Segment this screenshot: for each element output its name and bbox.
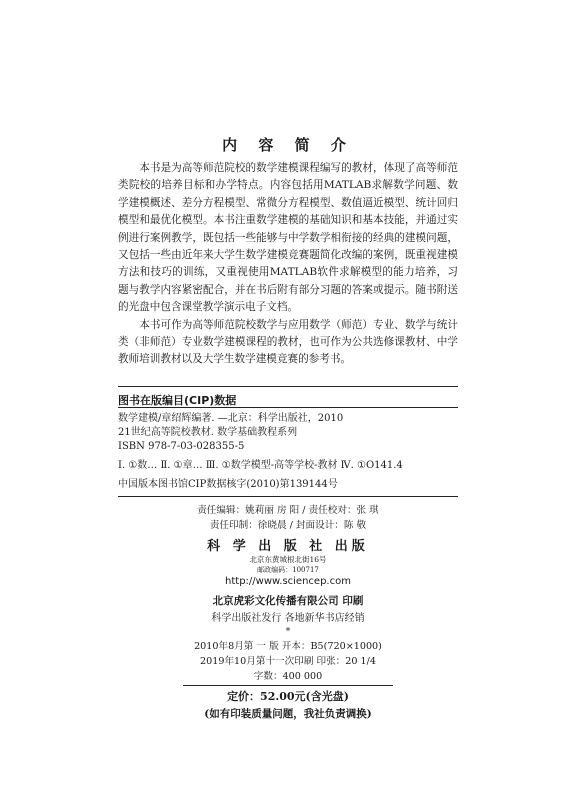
- distribution-line: 科学出版社发行 各地新华书店经销: [211, 613, 365, 624]
- cip-data-block: [118, 412, 458, 492]
- printer-line: 北京虎彩文化传播有限公司 印刷: [212, 595, 364, 607]
- intro-paragraph-2: 本书可作为高等师范院校数学与应用数学（师范）专业、数学与统计类（非师范）专业数学建模课程的教材，也可作为公共选修课教材、中学教师培训教材以及大学生数学建模竞赛的参考书。: [118, 318, 458, 366]
- cip-header: 图书在版编目(CIP)数据: [118, 394, 237, 407]
- cip-classification-line: Ⅰ. ①数… Ⅱ. ①章… Ⅲ. ①数学模型-高等学校-教材 Ⅳ. ①O141.4: [118, 460, 403, 471]
- publisher-address: 北京东黄城根北街16号: [249, 555, 327, 564]
- publisher-name: 科 学 出 版 社 出版: [207, 539, 369, 554]
- edition-line-1: 2010年8月第 一 版 开本：B5(720×1000): [194, 641, 382, 652]
- cip-record-line: 中国版本图书馆CIP数据核字(2010)第139144号: [118, 479, 338, 490]
- publisher-url: http://www.sciencep.com: [225, 576, 351, 587]
- publisher-zip: 邮政编码：100717: [257, 566, 319, 574]
- credits-block: [118, 503, 458, 533]
- cip-series-line: 21世纪高等院校教材. 数学基础教程系列: [118, 427, 298, 438]
- intro-body: [118, 160, 458, 369]
- cip-top-rule: [118, 386, 458, 387]
- cip-title-line: 数学建模/章绍辉编著. —北京：科学出版社，2010: [118, 413, 344, 424]
- cip-bottom-rule: [118, 496, 458, 497]
- publisher-block: [0, 538, 576, 722]
- cip-header-rule: [118, 407, 458, 408]
- separator-star: *: [285, 627, 291, 637]
- cip-isbn-line: ISBN 978-7-03-028355-5: [118, 441, 245, 452]
- edition-line-2: 2019年10月第十一次印刷 印张：20 1/4: [200, 656, 376, 667]
- wordcount-line: 字数：400 000: [253, 671, 323, 682]
- credits-editors: 责任编辑：姚莉丽 房 阳 / 责任校对：张 琪: [197, 505, 379, 516]
- quality-note: (如有印装质量问题，我社负责调换): [204, 708, 372, 720]
- credits-production: 责任印制：徐晓晨 / 封面设计：陈 敬: [209, 520, 367, 531]
- intro-paragraph-1: 本书是为高等师范院校的数学建模课程编写的教材，体现了高等师范类院校的培养目标和办学特点。内容包括用MATLAB求解数学问题、数学建模概述、差分方程模型、常微分方程模型、数值逼近模型、统计回归模型和最优化模型。本书注重数学建模的基础知识和基本技能，并通过实例进行案例教学，既包括一些能够与中学数学相衔接的经典的建模问题，又包括一些由近年来大学生数学建模竞赛题简化改编的案例，既重视建模方法和技巧的训练，又重视使用MATLAB软件求解模型的能力培养，习题与教学内容紧密配合，并在书后附有部分习题的答案或提示。随书附送的光盘中包含课堂教学演示电子文档。: [118, 162, 458, 314]
- price-line: 定价：52.00元(含光盘): [227, 690, 349, 703]
- price-rule: [183, 685, 393, 686]
- intro-title: 内 容 简 介: [222, 136, 354, 154]
